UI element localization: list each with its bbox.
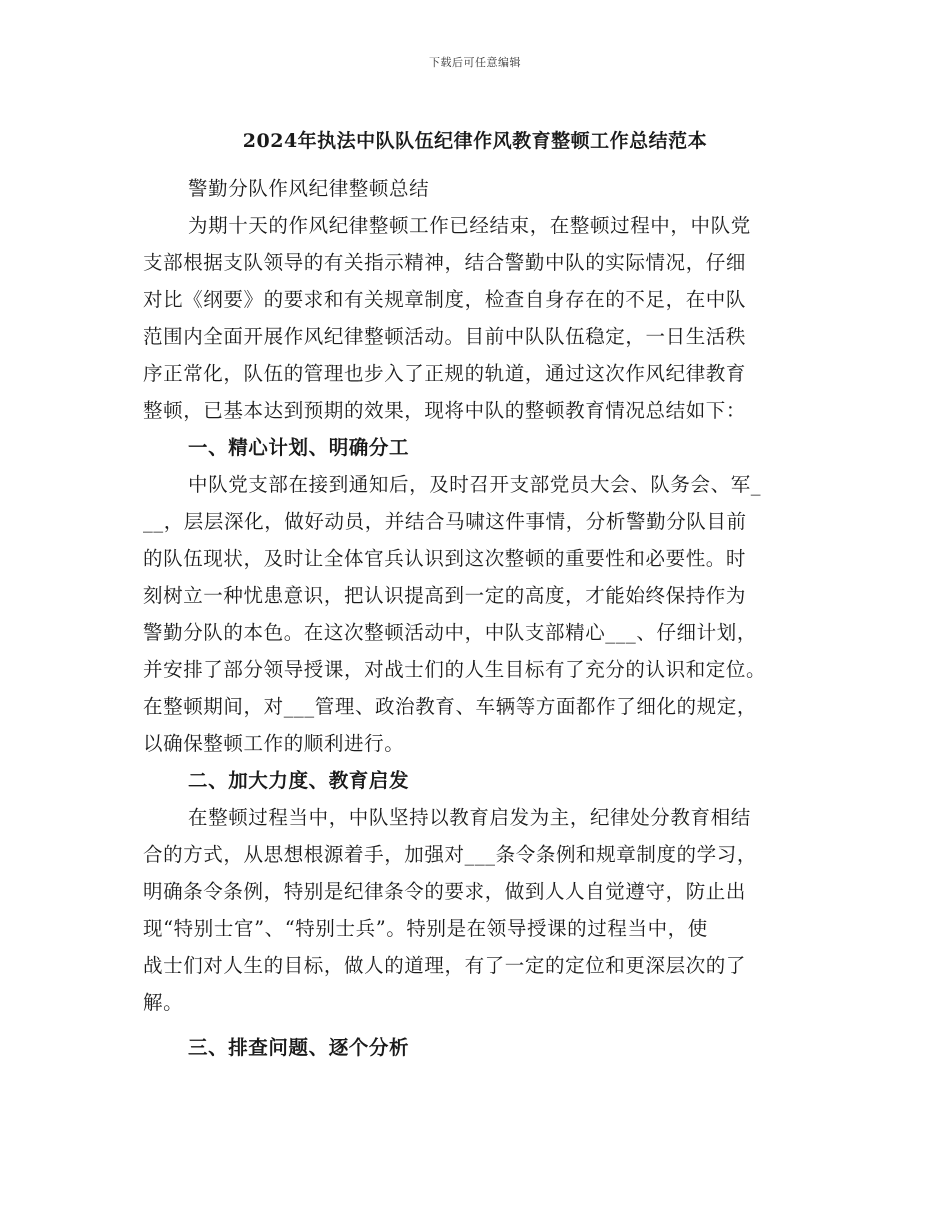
section-heading-3: 三、排查问题、逐个分析 [188, 1036, 410, 1059]
paragraph-line: 明确条令条例，特别是纪律条令的要求，做到人人自觉遵守，防止出 [143, 880, 747, 903]
section-heading-1: 一、精心计划、明确分工 [188, 436, 410, 459]
paragraph-line: 序正常化，队伍的管理也步入了正规的轨道，通过这次作风纪律教育 [143, 362, 747, 385]
paragraph-line: 中队党支部在接到通知后，及时召开支部党员大会、队务会、军_ [188, 473, 762, 496]
paragraph-line: 解。 [143, 991, 184, 1014]
section-heading-2: 二、加大力度、教育启发 [188, 769, 410, 792]
paragraph-line: 为期十天的作风纪律整顿工作已经结束，在整顿过程中，中队党 [188, 214, 751, 237]
spacer [143, 1021, 823, 1029]
paragraph-line: 刻树立一种忧患意识，把认识提高到一定的高度，才能始终保持作为 [143, 584, 747, 607]
paragraph-line: 现“特别士官”、“特别士兵”。特别是在领导授课的过程当中，使 [143, 917, 708, 940]
paragraph-line: 范围内全面开展作风纪律整顿活动。目前中队队伍稳定，一日生活秩 [143, 325, 747, 348]
paragraph-line: __，层层深化，做好动员，并结合马啸这件事情，分析警勤分队目前 [143, 510, 747, 533]
header-note: 下载后可任意编辑 [429, 56, 521, 69]
paragraph-line: 的队伍现状，及时让全体官兵认识到这次整顿的重要性和必要性。时 [143, 547, 747, 570]
paragraph-line: 合的方式，从思想根源着手，加强对___条令条例和规章制度的学习， [143, 843, 757, 866]
paragraph-line: 在整顿期间，对___管理、政治教育、车辆等方面都作了细化的规定， [143, 695, 757, 718]
paragraph-line: 以确保整顿工作的顺利进行。 [143, 732, 405, 755]
document-title: 2024年执法中队队伍纪律作风教育整顿工作总结范本 [242, 130, 708, 152]
paragraph-line: 对比《纲要》的要求和有关规章制度，检查自身存在的不足，在中队 [143, 288, 747, 311]
paragraph-line: 支部根据支队领导的有关指示精神，结合警勤中队的实际情况，仔细 [143, 251, 747, 274]
subtitle-line: 警勤分队作风纪律整顿总结 [188, 177, 430, 200]
paragraph-line: 战士们对人生的目标，做人的道理，有了一定的定位和更深层次的了 [143, 954, 747, 977]
document-body [143, 170, 823, 1066]
paragraph-line: 整顿，已基本达到预期的效果，现将中队的整顿教育情况总结如下： [143, 399, 747, 422]
paragraph-line: 并安排了部分领导授课，对战士们的人生目标有了充分的认识和定位。 [143, 658, 767, 681]
paragraph-line: 在整顿过程当中，中队坚持以教育启发为主，纪律处分教育相结 [188, 806, 751, 829]
paragraph-line: 警勤分队的本色。在这次整顿活动中，中队支部精心___、仔细计划， [143, 621, 757, 644]
